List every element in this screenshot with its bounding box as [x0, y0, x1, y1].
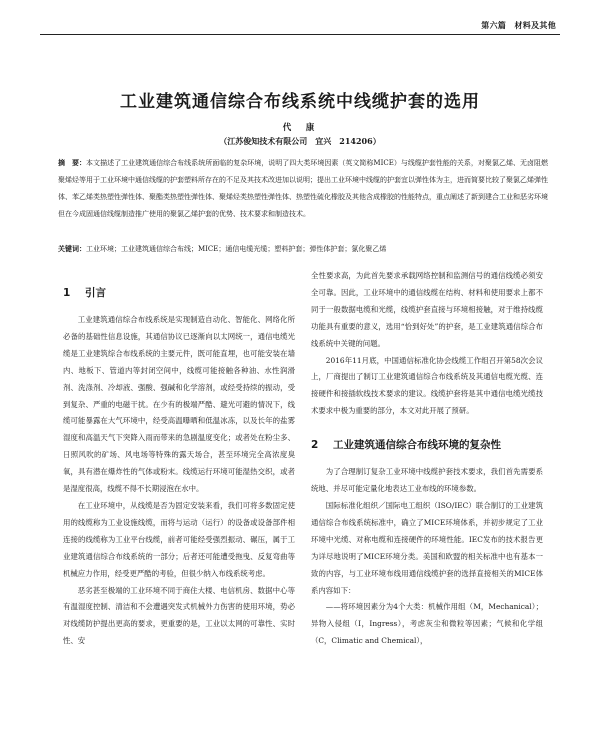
abstract-text: 本文描述了工业建筑通信综合布线系统所面临的复杂环境，说明了四大类环境因素（英文简称MICE）与线缆护套性能的关系，对聚氯乙烯、无卤阻燃聚烯烃等用于工业环境中通信线缆的护套塑料所存在的不足及其技术改进加以说明；提出工业环境中线缆的护套宜以弹性体为主，进而简要比较了聚氯乙烯弹性体、苯乙烯类热塑性弹性体、聚酯类热塑性弹性体、聚烯烃类热塑性弹性体、热塑性硫化橡胶及其他含成橡胶的性能特点，重点阐述了新到建合工业和恶劣环境但在今成固通信线缆制造推广使用的聚氯乙烯护套的优势、技术要求和制造技术。: [58, 159, 549, 218]
section-number: 1: [63, 287, 71, 299]
paragraph: 恶劣甚至极端的工业环境不同于商住大楼、电信机房、数据中心等有温湿度控制、清洁和不会遭遇突发式机械外力伤害的使用环境，势必对线缆防护提出更高的要求，更重要的是，工业以太网的可靠性、实时性、安: [63, 585, 295, 646]
keywords-label: 关键词：: [58, 244, 86, 253]
paragraph: 国际标准化组织／国际电工组织（ISO/IEC）联合制订的工业建筑通信综合布线系统标准中，确立了MICE环境体系，并初步规定了工业环境中光缆、对称电缆和连接硬件的环境性能。IEC发布的技术报告更为详尽地说明了MICE环境分类。美国和欧盟的相关标准中也有基本一致的内容，与工业环境布线用通信线缆护套的选择直接相关的MICE体系内容如下：: [311, 500, 543, 595]
right-column: [311, 268, 543, 650]
abstract: [58, 154, 548, 223]
paragraph: 2016年11月底，中国通信标准化协会线缆工作组召开第58次会议上，厂商提出了制订工业建筑通信综合布线系统及其通信电缆光缆、连接硬件和接插软线技术要求的建议。线缆护套将是其中通信电缆光缆技术要求中极为重要的部分，本文对此开展了预研。: [311, 355, 543, 416]
running-header: 第六篇 材料及其他: [481, 21, 556, 30]
keywords: [58, 240, 548, 258]
section-number: 2: [311, 439, 319, 452]
paragraph: ——将环境因素分为4个大类：机械作用组（M，Mechanical）；异物入侵组（I，Ingress），考虑灰尘和微粒等因素；气候和化学组（C，Climatic and Chemical），: [311, 602, 543, 646]
section-heading: [63, 286, 295, 300]
paper-title: 工业建筑通信综合布线系统中线缆护套的选用: [120, 92, 480, 112]
abstract-label: 摘 要：: [58, 158, 87, 167]
paragraph: 工业建筑通信综合布线系统是实现制造自动化、智能化、网络化所必备的基础性信息设施，其通信协议已逐渐向以太网统一，通信电缆光缆是工业建筑综合布线系统的主要元件，既可能直埋，也可能安装在墙内、地板下、管道内等封闭空间中，线缆可能接触各种油、水性润滑剂、洗涤剂、冷却液、强酸、强碱和化学溶剂，或经受持续的振动，受到复杂、严重的电磁干扰。在少有的极端严酷、避光可避的情况下，线缆可能暴露在大气环境中，经受高温曝晒和低温冰冻，以及长年的盐雾湿度和高温天气下突降入雨而带来的急剧温度变化；或者处在粉尘多、日照风吹的矿场、风电场等特殊的露天场合，甚至环境完全高浓度臭氧，具有潜在爆炸性的气体或粉末。线缆运行环境可能湿热交织，或者是湿度很高，线缆不得不长期浸泡在水中。: [63, 315, 295, 494]
paragraph: 全性要求高，为此首先要求承载网络控制和监测信号的通信线缆必须安全可靠。因此，工业环境中的通信线缆在结构、材料和使用要求上都不同于一般数据电缆和光缆，线缆护套直接与环境相接触，对于维持线缆功能具有重要的意义，选用“恰到好处”的护套，是工业建筑通信综合布线系统中关键的问题。: [311, 271, 543, 348]
paragraph: 在工业环境中，从线缆是否为固定安装来看，我们可将多数固定使用的线缆称为工业设施线缆，而将与运动（运行）的设备或设备部件相连接的线缆称为工业平台线缆，前者可能经受强烈振动、碾压，属于工业建筑通信综合布线系统的一部分；后者还可能遭受拖曳、反复弯曲等机械应力作用，经受更严酷的考验，但很少纳入布线系统考虑。: [63, 500, 295, 578]
keywords-text: 工业环境；工业建筑通信综合布线；MICE；通信电缆光缆；塑料护套；弹性体护套；氯化聚乙烯: [86, 245, 387, 253]
author: 代 康: [282, 123, 318, 133]
paragraph: 为了合理制订复杂工业环境中线缆护套技术要求，我们首先需要系统地、并尽可能定量化地表达工业布线的环境参数。: [311, 467, 543, 494]
section-title: 引言: [85, 287, 106, 299]
left-column: [63, 268, 295, 650]
affiliation: （江苏俊知技术有限公司 宜兴 214206）: [219, 136, 381, 146]
header-rule: [40, 34, 560, 35]
section-title: 工业建筑通信综合布线环境的复杂性: [333, 439, 501, 452]
section-heading: [311, 438, 543, 452]
